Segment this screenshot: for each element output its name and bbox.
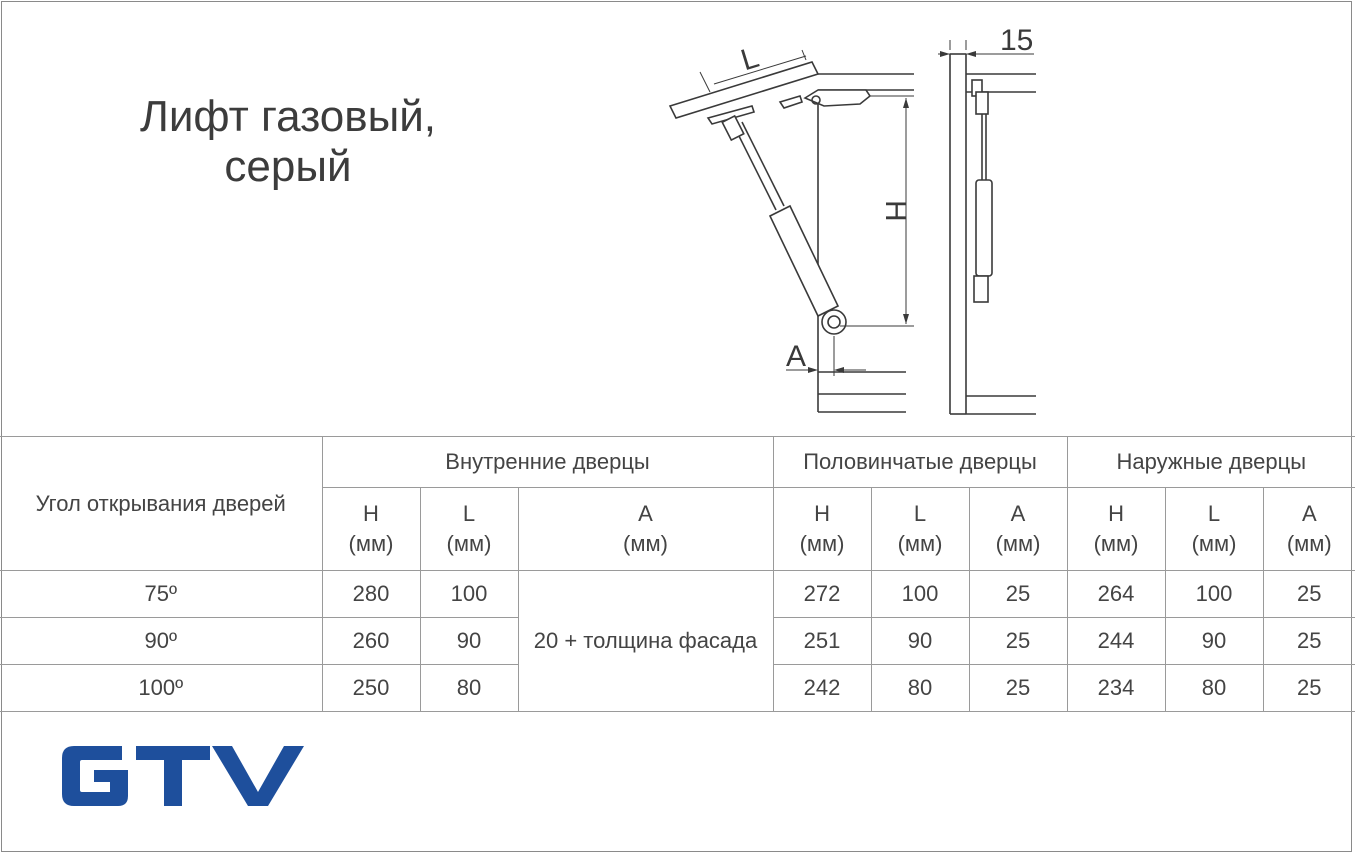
cell-half-l: 80	[871, 665, 969, 712]
cell-inner-l: 90	[420, 618, 518, 665]
gas-lift-drawing	[660, 20, 1060, 430]
col-header	[969, 488, 1067, 571]
cell-half-h: 251	[773, 618, 871, 665]
col-header-unit: (мм)	[799, 531, 845, 556]
cell-inner-h: 260	[322, 618, 420, 665]
col-header	[1263, 488, 1355, 571]
col-header-unit: (мм)	[1093, 531, 1139, 556]
col-header	[773, 488, 871, 571]
cell-outer-l: 80	[1165, 665, 1263, 712]
cell-inner-l: 80	[420, 665, 518, 712]
cell-outer-a: 25	[1263, 618, 1355, 665]
col-header-name: H	[1108, 501, 1124, 526]
gtv-logo-mark	[62, 746, 304, 806]
cell-half-a: 25	[969, 665, 1067, 712]
cell-half-h: 242	[773, 665, 871, 712]
col-header-unit: (мм)	[1191, 531, 1237, 556]
col-header-name: L	[1207, 501, 1221, 526]
col-header-name: L	[462, 501, 476, 526]
cell-half-l: 100	[871, 571, 969, 618]
cell-half-a: 25	[969, 618, 1067, 665]
spec-table	[0, 436, 1355, 712]
group-inner-doors: Внутренние дверцы	[322, 437, 773, 488]
title-line-1: Лифт газовый,	[139, 92, 437, 141]
cell-angle: 90º	[0, 618, 322, 665]
col-header	[322, 488, 420, 571]
col-header-unit: (мм)	[446, 531, 492, 556]
cell-angle: 75º	[0, 571, 322, 618]
cell-angle: 100º	[0, 665, 322, 712]
col-header	[420, 488, 518, 571]
cell-outer-a: 25	[1263, 665, 1355, 712]
title-line-2: серый	[224, 142, 352, 191]
cell-inner-a-merged: 20 + толщина фасада	[518, 571, 773, 712]
col-header-name: H	[363, 501, 379, 526]
cell-inner-h: 280	[322, 571, 420, 618]
col-header-name: H	[814, 501, 830, 526]
cell-outer-h: 264	[1067, 571, 1165, 618]
col-header-unit: (мм)	[623, 531, 668, 556]
col-header	[518, 488, 773, 571]
col-header-unit: (мм)	[348, 531, 394, 556]
cell-outer-l: 90	[1165, 618, 1263, 665]
gas-strut-left	[722, 116, 846, 334]
dim-label-L: L	[737, 40, 763, 78]
col-header-name: A	[1301, 501, 1317, 526]
cell-outer-l: 100	[1165, 571, 1263, 618]
gas-strut-right	[972, 80, 992, 302]
col-header-unit: (мм)	[897, 531, 943, 556]
col-header	[1067, 488, 1165, 571]
col-header-name: L	[913, 501, 927, 526]
product-title	[108, 92, 468, 192]
col-header-name: A	[1010, 501, 1026, 526]
cell-outer-a: 25	[1263, 571, 1355, 618]
cell-outer-h: 234	[1067, 665, 1165, 712]
col-header	[871, 488, 969, 571]
cell-half-a: 25	[969, 571, 1067, 618]
cell-half-l: 90	[871, 618, 969, 665]
group-outer-doors: Наружные дверцы	[1067, 437, 1355, 488]
table-header-row-1	[0, 437, 1355, 488]
cell-inner-h: 250	[322, 665, 420, 712]
dim-label-15: 15	[1000, 24, 1034, 57]
col-header-unit: (мм)	[995, 531, 1041, 556]
col-header-name: A	[638, 501, 653, 526]
cell-half-h: 272	[773, 571, 871, 618]
table-row	[0, 571, 1355, 618]
gtv-logo	[60, 742, 316, 810]
angle-header	[0, 437, 322, 571]
cell-inner-l: 100	[420, 571, 518, 618]
group-half-doors: Половинчатые дверцы	[773, 437, 1067, 488]
angle-header-text: Угол открывания дверей	[35, 490, 286, 516]
dim-label-A: A	[786, 340, 807, 373]
dim-label-H: H	[879, 200, 912, 222]
col-header-unit: (мм)	[1286, 531, 1332, 556]
cell-outer-h: 244	[1067, 618, 1165, 665]
col-header	[1165, 488, 1263, 571]
